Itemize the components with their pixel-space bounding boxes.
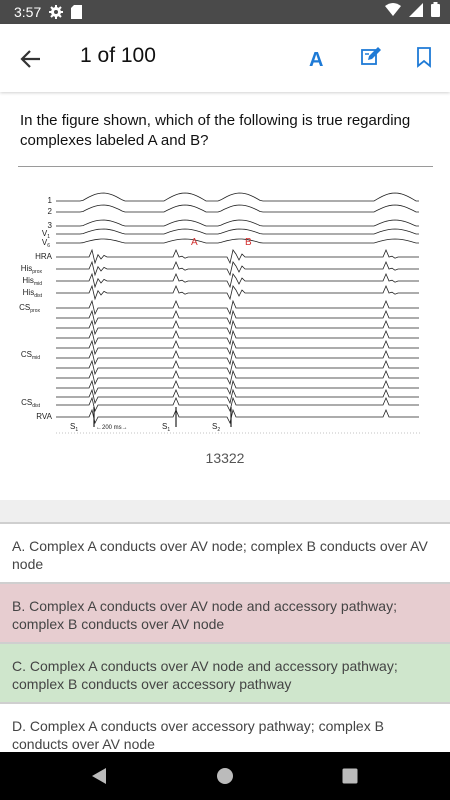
label-hra: HRA	[35, 252, 52, 261]
label-cs-prox: $CS_{prox}$	[19, 303, 40, 314]
section-gap	[0, 500, 450, 522]
back-triangle-icon[interactable]	[90, 766, 108, 791]
trace-channel	[56, 239, 419, 243]
trace-channel	[56, 390, 419, 403]
trace-channel	[56, 311, 419, 324]
option-text: C. Complex A conducts over AV node and accessory pathway; complex B conducts over accessory pathway	[12, 658, 398, 692]
edit-note-icon[interactable]	[360, 46, 382, 68]
stimulus-labels	[70, 422, 220, 433]
answer-option-b[interactable]	[0, 584, 450, 642]
complex-a-label: A	[191, 237, 198, 248]
question-text: In the figure shown, which of the following is true regarding complexes labeled A and B?	[20, 112, 411, 149]
label-v1: $V_1$	[41, 229, 50, 240]
trace-channel	[56, 205, 419, 212]
trace-channel	[56, 301, 419, 314]
trace-channel	[56, 274, 419, 287]
trace-channel	[56, 351, 419, 364]
option-text: D. Complex A conducts over accessory pathway; complex B conducts over AV node	[12, 718, 384, 752]
trace-channel	[56, 381, 419, 394]
label-rva: RVA	[36, 412, 52, 421]
status-bar	[0, 0, 450, 24]
ecg-traces	[56, 193, 419, 427]
label-his-mid: His$_{mid}$	[22, 276, 42, 287]
question-figure	[19, 175, 426, 440]
label-v6: $V_6$	[41, 238, 50, 249]
font-size-button[interactable]: A	[309, 49, 324, 71]
app-bar	[0, 24, 450, 92]
label-his-prox: His$_{prox}$	[20, 264, 42, 275]
trace-channel	[56, 220, 419, 226]
trace-channel	[56, 286, 419, 299]
back-arrow-icon[interactable]	[18, 46, 44, 72]
gear-icon	[49, 5, 63, 19]
label-lead-1: 1	[47, 196, 52, 205]
answer-option-c[interactable]	[0, 644, 450, 702]
option-text: A. Complex A conducts over AV node; complex B conducts over AV node	[12, 538, 428, 572]
trace-channel	[56, 262, 419, 275]
question-divider	[18, 166, 433, 167]
recents-square-icon[interactable]	[341, 766, 359, 791]
trace-channel	[56, 331, 419, 344]
trace-channel	[56, 371, 419, 384]
trace-channel	[56, 250, 419, 263]
bookmark-icon[interactable]	[414, 46, 434, 68]
label-cs-mid: $CS_{mid}$	[20, 350, 40, 361]
trace-channel	[56, 410, 419, 423]
home-circle-icon[interactable]	[216, 766, 234, 791]
trace-channel	[56, 398, 419, 411]
option-text: B. Complex A conducts over AV node and accessory pathway; complex B conducts over AV node	[12, 598, 397, 632]
trace-channel	[56, 341, 419, 354]
label-cs-dist: $CS_{dist}$	[21, 398, 40, 409]
question-counter: 1 of 100	[80, 44, 156, 67]
label-lead-2: 2	[47, 207, 52, 216]
system-nav-bar	[0, 752, 450, 800]
trace-channel	[56, 321, 419, 334]
s1-label-first: $S_1$	[70, 422, 79, 433]
label-lead-3: 3	[47, 221, 52, 230]
trace-channel	[56, 193, 419, 201]
trace-channel	[56, 361, 419, 374]
s1-label-second: $S_1$	[162, 422, 171, 433]
channel-labels	[19, 196, 53, 421]
sd-card-icon	[71, 5, 82, 19]
signal-icon	[409, 3, 423, 22]
complex-b-label: B	[245, 237, 252, 248]
scale-bar-label: ←200 ms→	[96, 425, 128, 431]
s2-label: $S_2$	[212, 422, 221, 433]
status-time: 3:57	[14, 4, 42, 20]
figure-caption: 13322	[205, 450, 245, 466]
answer-option-a[interactable]	[0, 524, 450, 582]
battery-icon	[431, 2, 440, 22]
trace-channel	[56, 229, 419, 234]
wifi-icon	[385, 3, 401, 22]
label-his-dist: His$_{dist}$	[22, 288, 42, 299]
